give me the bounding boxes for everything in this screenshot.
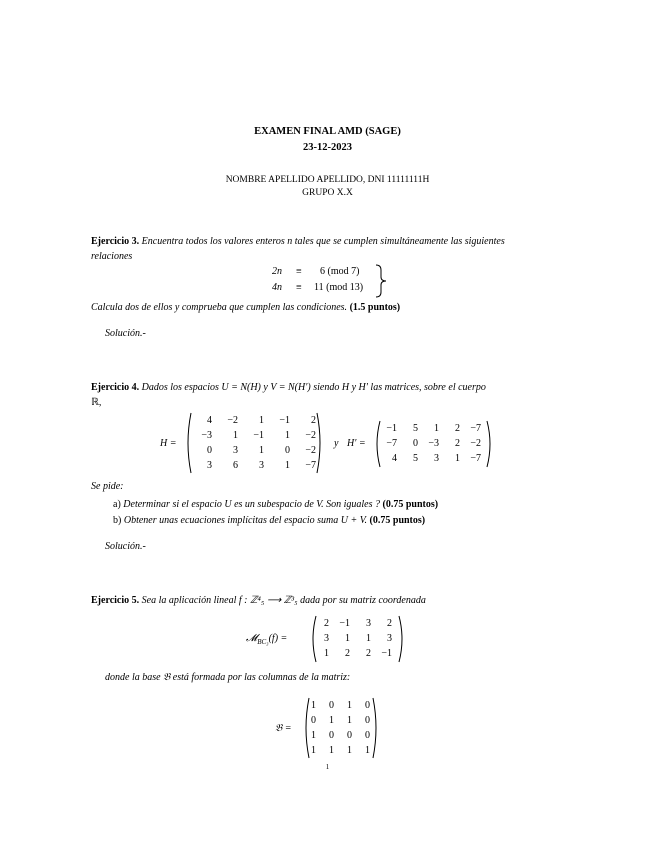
matrix-H-cell: −2 xyxy=(305,445,316,456)
matrix-B-cell: 0 xyxy=(365,730,370,741)
matrix-B-cell: 0 xyxy=(347,730,352,741)
matrix-M-cell: 1 xyxy=(324,648,329,659)
ej5-text1: Sea la aplicación lineal f : ℤ⁴₅ ⟶ ℤ³₅ dada por su matriz coordenada xyxy=(141,595,426,606)
exam-title: EXAMEN FINAL AMD (SAGE) xyxy=(254,126,401,137)
matrix-M-arg: (f) = xyxy=(268,633,288,644)
ej4-item-a-text: Determinar si el espacio U es un subespacio de V. Son iguales ? xyxy=(123,499,381,510)
matrix-M-right-paren xyxy=(398,615,406,663)
matrix-B-cell: 0 xyxy=(311,715,316,726)
matrix-H-cell: −1 xyxy=(253,430,264,441)
ej4-text1: Dados los espacios U = N(H) y V = N(H′) siendo H y H′ las matrices, sobre el cuerpo xyxy=(141,382,486,393)
ej3-system-brace xyxy=(375,264,387,298)
ej3-label: Ejercicio 3. xyxy=(91,236,140,247)
matrix-Hp-cell: −7 xyxy=(470,453,481,464)
matrix-H-cell: 1 xyxy=(259,445,264,456)
ej4-statement xyxy=(91,381,571,395)
matrix-H-cell: 1 xyxy=(233,430,238,441)
matrix-B-cell: 1 xyxy=(329,715,334,726)
matrix-H-cell: 1 xyxy=(285,430,290,441)
matrix-M-cell: 2 xyxy=(324,618,329,629)
matrix-H-cell: −2 xyxy=(227,415,238,426)
matrix-M-cell: −1 xyxy=(339,618,350,629)
ej4-label: Ejercicio 4. xyxy=(91,382,140,393)
exam-date: 23-12-2023 xyxy=(303,142,352,153)
ej3-eq2-lhs: 4n xyxy=(272,282,282,293)
matrix-Hp-cell: −7 xyxy=(470,423,481,434)
matrix-M-cell: 1 xyxy=(366,633,371,644)
matrix-Hp-cell: −7 xyxy=(386,438,397,449)
matrix-H-cell: 0 xyxy=(207,445,212,456)
matrix-M-cell: 3 xyxy=(387,633,392,644)
ej4-solution: Solución.- xyxy=(105,541,146,552)
matrix-B-cell: 1 xyxy=(311,745,316,756)
ej3-tail xyxy=(91,301,571,315)
ej5-statement xyxy=(91,594,571,608)
matrix-Hp-cell: 5 xyxy=(413,423,418,434)
matrix-H-cell: 3 xyxy=(233,445,238,456)
ej4-se-pide: Se pide: xyxy=(91,481,124,492)
matrix-M-label xyxy=(246,633,287,646)
matrix-Hp-label: H′ = xyxy=(347,438,366,449)
matrix-Hp-cell: 1 xyxy=(434,423,439,434)
matrix-H xyxy=(190,415,318,475)
matrix-H-cell: 1 xyxy=(259,415,264,426)
matrix-M-cell: 2 xyxy=(366,648,371,659)
matrix-B-cell: 1 xyxy=(329,745,334,756)
ej4-item-a-points: (0.75 puntos) xyxy=(382,499,439,510)
matrix-M xyxy=(312,618,400,663)
matrix-M-subscript: BC₃ xyxy=(257,638,269,646)
ej3-eq1-lhs: 2n xyxy=(272,266,282,277)
matrix-B-right-paren xyxy=(372,697,380,759)
matrix-H-cell: −1 xyxy=(279,415,290,426)
matrix-Hp xyxy=(380,423,488,468)
matrix-B-cell: 0 xyxy=(329,730,334,741)
matrix-B-cell: 1 xyxy=(311,700,316,711)
matrix-M-cell: 2 xyxy=(387,618,392,629)
ej3-text2: relaciones xyxy=(91,251,133,262)
ej4-y: y xyxy=(334,438,339,449)
ej3-statement xyxy=(91,235,571,249)
matrix-Hp-cell: −2 xyxy=(470,438,481,449)
matrix-B-cell: 1 xyxy=(347,745,352,756)
ej4-item-b-label: b) xyxy=(113,515,122,526)
matrix-B xyxy=(302,700,374,760)
matrix-H-label: H = xyxy=(160,438,177,449)
matrix-Hp-cell: 5 xyxy=(413,453,418,464)
ej4-item-a xyxy=(113,498,573,512)
ej5-label: Ejercicio 5. xyxy=(91,595,140,606)
matrix-Hp-cell: 1 xyxy=(455,453,460,464)
matrix-B-cell: 1 xyxy=(365,745,370,756)
matrix-Hp-cell: 2 xyxy=(455,438,460,449)
matrix-M-cell: 2 xyxy=(345,648,350,659)
matrix-B-cell: 0 xyxy=(365,715,370,726)
matrix-M-symbol: 𝓜 xyxy=(246,633,258,644)
ej3-text1: Encuentra todos los valores enteros n tales que se cumplen simultáneamente las siguientes xyxy=(141,236,505,247)
matrix-Hp-cell: −1 xyxy=(386,423,397,434)
matrix-Hp-cell: 0 xyxy=(413,438,418,449)
ej3-points: (1.5 puntos) xyxy=(349,302,401,313)
group-line: GRUPO X.X xyxy=(302,188,353,198)
student-name-line: NOMBRE APELLIDO APELLIDO, DNI 11111111H xyxy=(225,175,430,185)
matrix-B-cell: 1 xyxy=(347,715,352,726)
matrix-Hp-cell: 2 xyxy=(455,423,460,434)
matrix-B-cell: 0 xyxy=(329,700,334,711)
matrix-H-cell: 2 xyxy=(311,415,316,426)
matrix-H-cell: 0 xyxy=(285,445,290,456)
matrix-H-cell: 6 xyxy=(233,460,238,471)
matrix-M-cell: −1 xyxy=(381,648,392,659)
matrix-B-cell: 0 xyxy=(365,700,370,711)
matrix-Hp-cell: 4 xyxy=(392,453,397,464)
ej3-eq1-op: ≡ xyxy=(296,266,302,277)
ej3-solution: Solución.- xyxy=(105,328,146,339)
ej3-tail-text: Calcula dos de ellos y comprueba que cumplen las condiciones. xyxy=(91,302,348,313)
matrix-M-cell: 1 xyxy=(345,633,350,644)
matrix-H-cell: −2 xyxy=(305,430,316,441)
ej4-item-a-label: a) xyxy=(113,499,121,510)
ej3-eq2-rhs: 11 (mod 13) xyxy=(314,282,364,293)
matrix-B-cell: 1 xyxy=(347,700,352,711)
ej3-eq2-op: ≡ xyxy=(296,282,302,293)
matrix-H-cell: −7 xyxy=(305,460,316,471)
matrix-H-cell: 1 xyxy=(285,460,290,471)
matrix-H-right-paren xyxy=(316,412,324,474)
matrix-M-cell: 3 xyxy=(324,633,329,644)
ej4-item-b-points: (0.75 puntos) xyxy=(369,515,426,526)
ej4-text2: ℝ, xyxy=(91,397,102,408)
matrix-H-cell: 3 xyxy=(207,460,212,471)
ej4-item-b-text: Obtener unas ecuaciones implícitas del espacio suma U + V. xyxy=(123,515,368,526)
matrix-H-cell: −3 xyxy=(201,430,212,441)
matrix-H-cell: 3 xyxy=(259,460,264,471)
page-number: 1 xyxy=(325,763,330,771)
ej5-text2: donde la base 𝔅 está formada por las columnas de la matriz: xyxy=(105,672,351,683)
ej3-eq1-rhs: 6 (mod 7) xyxy=(320,266,360,277)
matrix-Hp-right-paren xyxy=(486,420,494,468)
matrix-M-cell: 3 xyxy=(366,618,371,629)
matrix-Hp-cell: −3 xyxy=(428,438,439,449)
matrix-B-cell: 1 xyxy=(311,730,316,741)
matrix-B-label: 𝔅 = xyxy=(275,723,292,734)
matrix-Hp-cell: 3 xyxy=(434,453,439,464)
matrix-H-cell: 4 xyxy=(207,415,212,426)
ej4-item-b xyxy=(113,514,573,528)
